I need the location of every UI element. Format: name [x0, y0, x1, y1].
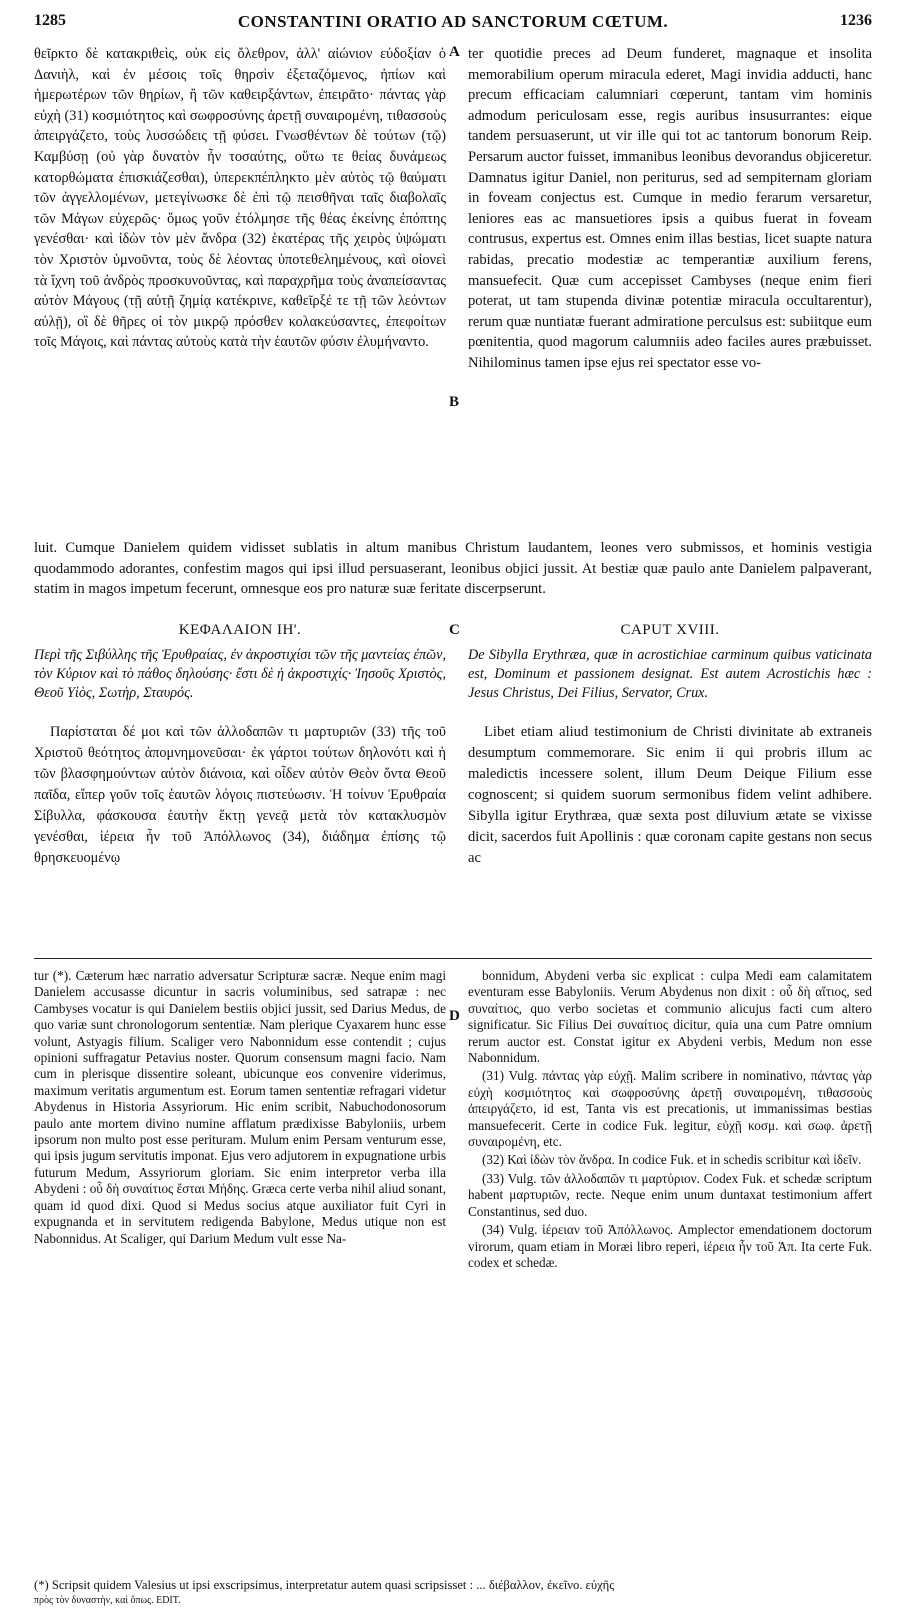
margin-marker-a: A	[449, 44, 460, 60]
note-33: (33) Vulg. τῶν ἀλλοδαπῶν τι μαρτύριον. Codex Fuk. et schedæ scriptum habent μαρτυριῶν, recte. Neque enim unum duntaxat testimonium affert Constantinus, sed duo.	[468, 1170, 872, 1219]
page-footnote	[34, 1578, 872, 1608]
margin-marker-c: C	[449, 622, 460, 638]
latin-text-full-width: luit. Cumque Danielem quidem vidisset sublatis in altum manibus Christum laudantem, leones vero submissos, et hominis vestigia quodammodo adorantes, confestim magos qui ipsi illud persuaserant, leonibus objici jussit. At bestiæ quæ paulo ante Danielem palpaverant, statim in magos impetum fecerunt, omnesque eos pro naturæ suæ feritate discerpserunt.	[34, 540, 872, 598]
page-number-right: 1236	[840, 12, 872, 29]
running-title: CONSTANTINI ORATIO AD SANCTORUM CŒTUM.	[237, 12, 669, 31]
chapter-heading-greek: ΚΕΦΑΛΑΙΟΝ ΙΗ'.	[178, 622, 302, 638]
greek-text-top: θεῖρκτο δὲ κατακριθεὶς, οὐκ εἰς ὄλεθρον, ἀλλ' αἰώνιον εὐδοξίαν ὁ Δανιὴλ, καὶ ἐν μέσοις τοῖς θηρσὶν ἐξεταζόμενος, ἠπίων καὶ ἡμερωτέρων τῶν θηρίων, ἢ τῶν καθειρξάντων, ἐπειρᾶτο· πάντας γὰρ εὐχὴ (31) κοσμιότητος καὶ σωφροσύνης ἀρετῇ συναιρομένη, τιθασσοὺς ἀπειργάζετο, τοὺς λυσσώδεις τῇ φύσει. Γνωσθέντων δὲ τούτων (τῷ) Καμβύσῃ (οὐ γὰρ δυνατὸν ἦν τοσαύτης, οὕτω τε θείας δυνάμεως κατορθώματα ἐπισκιάζεσθαι), ὑπερεκπέπληκτο μὲν αὐτὸς τῷ θαύματι τῶν ἀγγελλομένων, μετεγίνωσκε δὲ ἐπὶ τῷ πεισθῆναι ταῖς διαβολαῖς τῶν Μάγων εὐχερῶς· ὅμως γοῦν ἐτόλμησε τῆς θέας ἐκείνης ἐπόπτης γενέσθαι· καὶ ἰδὼν τὸν μὲν ἄνδρα (32) ἑκατέρας τῆς χειρὸς ὑψώματι τὸν Χριστὸν ὑμνοῦντα, τοὺς δὲ λέοντας ὑποτεθελημένους, καὶ οἱονεὶ τὰ ἴχνη τοῦ ἀνδρὸς προσκυνοῦντας, καὶ παραχρῆμα τοὺς ἀναπείσαντας αὐτὸν Μάγους (τῇ αὐτῇ ζημίᾳ κατέκρινε, καθεῖρξέ τε τῇ τῶν λεόντων αὐλῇ), οἳ δὲ θῆρες οἱ τὸν μικρῷ πρόσθεν κολακεύσαντες, ἐπεφοίτων τοῖς Μάγοις, καὶ πάντας αὐτοὺς κατὰ τὴν ἑαυτῶν φύσιν ἐλυμήναντο.	[34, 46, 446, 351]
notes-divider	[34, 958, 872, 959]
page-number-left: 1285	[34, 12, 66, 29]
chapter-summary-latin: De Sibylla Erythræa, quæ in acrostichiae carminum quibus vaticinata est, Dominum et passionem designat. Est autem Acrostichis hæc : Jesus Christus, Dei Filius, Servator, Crux.	[468, 647, 872, 701]
chapter-body-greek: Παρίσταται δέ μοι καὶ τῶν ἀλλοδαπῶν τι μαρτυριῶν (33) τῆς τοῦ Χριστοῦ θεότητος ἀπομνημονεῦσαι· ἐκ γάρτοι τούτων δηλονότι καὶ ἡ τῶν βλασφημούντων αὐτὸν διάνοια, καὶ οἶδεν αὐτὸν Θεὸν ὄντα Θεοῦ παῖδα, εἴπερ γοῦν τοῖς ἑαυτῶν λόγοις πιστεύωσιν. Ἡ τοίνυν Ἐρυθραία Σίβυλλα, φάσκουσα ἑαυτὴν ἕκτῃ γενεᾷ μετὰ τὸν κατακλυσμὸν γενέσθαι, ἱέρεια ἦν τοῦ Ἀπόλλωνος (34), διάδημα ἐπίσης τῷ θρησκευομένῳ	[34, 724, 446, 866]
note-31: (31) Vulg. πάντας γὰρ εὐχῇ. Malim scribere in nominativo, πάντας γὰρ εὐχὴ κοσμιότητος καὶ σωφροσύνης ἀρετῇ συναιρομένη, τιθασσοὺς ἀπειργάζετο, id est, Tanta vis est precationis, ut immanissimas bestias mansuefecerit. Certe in codice Fuk. legitur, εὐχῇ κοσμ. καὶ σωφ. ἀρετῇ συναιρομένη, etc.	[468, 1068, 872, 1150]
footnote-line: (*) Scripsit quidem Valesius ut ipsi exscripsimus, interpretatur autem quasi scripsisset : ... διέβαλλον, ἐκεῖνο. εὐχῆς	[34, 1578, 615, 1592]
chapter-summary-greek: Περὶ τῆς Σιβύλλης τῆς Ἐρυθραίας, ἐν ἀκροστιχίσι τῶν τῆς μαντείας ἐπῶν, τὸν Κύριον καὶ τὸ πάθος δηλούσης· ἔστι δὲ ἡ ἀκροστιχίς· Ἰησοῦς Χριστὸς, Θεοῦ Υἱὸς, Σωτὴρ, Σταυρός.	[34, 647, 446, 701]
running-header	[34, 12, 872, 36]
margin-marker-d: D	[449, 1008, 460, 1024]
chapter-body-latin: Libet etiam aliud testimonium de Christi divinitate ab extraneis desumptum commemorare. Sic enim ii qui probris illum ac maledictis incessere solent, illum Deum Deique Filium esse cognoscent; si quidem suorum sermonibus fidem velint adhibere. Sibylla igitur Erythræa, quæ sexta post diluvium ætate se vixisse dicit, sacerdos fuit Apollinis : quæ coronam capite gestans non secus ac	[468, 724, 872, 866]
chapter-heading-latin: CAPUT XVIII.	[620, 622, 720, 638]
footnote-small-line: πρὸς τὸν δυναστὴν, καὶ ὅπως. EDIT.	[34, 1595, 181, 1606]
commentary-note-left: tur (*). Cæterum hæc narratio adversatur Scripturæ sacræ. Neque enim magi Danielem accusasse dicuntur in sacris voluminibus, sed satrapæ : nec Cambyses vocatur is qui Danielem bestiis objici jussit, sed Darius Medus, de quo variæ sunt chronologorum sententiæ. Nam plerique Cyaxarem hunc esse volunt, Astyagis filium. Scaliger vero Nabonnidum esse contendit ; cujus opinioni suffragatur Petavius noster. Quorum consensum magni facio. Nam cum in plerisque dissentire soleant, ubicunque eos convenire viderimus, maximum veritatis argumentum est. Eorum tamen sententiæ refragari videtur Abydenus in Historia Assyriorum. Hic enim scribit, Nabuchodonosorum paulo ante mortem divino numine afflatum prædixisse Babyloniis, urbem ipsorum non multo post esse perituram. Mulum enim Persam venturum esse, qui ipsis jugum servitutis imponat. Ejus vero adjutorem in expugnatione urbis futurum Medum, Assyriorum gloriam. Sic enim interpretor verba illa Abydeni : οὗ δὴ συναίτιος ἔσται Μήδης. Græca certe verba nihil aliud sonant, quam id quod dixi. Quod si Medus socius atque auxiliator fuit Cyri in expugnanda et in servitutem redigenda Babylone, Medus utique non est Nabonnidus. At Scaliger, qui Darium Medum vult esse Na-	[34, 968, 446, 1246]
note-continuation: bonnidum, Abydeni verba sic explicat : culpa Medi eam calamitatem eventuram esse Babyloniis. Verum Abydenus non dixit : οὗ δὴ αἴτιος, sed συναίτιος, quo verbo societas et communio alicujus facti cum altero significatur. Sic Filius Dei συναίτιος dicitur, quia una cum Patre omnium rerum auctor est. Constat igitur ex Abydeni verbis, Medum non esse Nabonnidum.	[468, 968, 872, 1066]
latin-text-top: ter quotidie preces ad Deum funderet, magnaque et insolita memorabilium operum miracula ederet, Magi invidia adducti, hanc precum efficaciam calumniari cœperunt, tantam vim hominis admodum periculosam esse, regis auribus insusurrantes: eique tandem persuaserunt, ut vir ille qui tot ac tantorum bonorum Reip. Persarum auctor fuisset, immanibus leonibus devorandus objiceretur. Damnatus igitur Daniel, non periturus, sed ad sempiternam gloriam in foveam conjectus est. Cumque in medio ferarum versaretur, leniores eas ac mansuetiores ipsis a quibus fuerat in foveam contrusus, expertus est. Omnes enim illas bestias, licet suapte natura rabidas, precatio modestiæ ac temperantiæ auxilium ferens, mansuefecit. Quæ cum accepisset Cambyses (neque enim fieri poterat, ut tam stupenda divinæ potentiæ miracula occultarentur), rerum quæ nuntiatæ fuerant admiratione perculsus est: subiitque eum pœnitentia, quod magorum calumniis adeo faciles aures præbuisset. Nihilominus tamen ipse ejus rei spectator esse vo-	[468, 46, 872, 371]
note-32: (32) Καὶ ἰδὼν τὸν ἄνδρα. In codice Fuk. et in schedis scribitur καὶ ἰδεῖν.	[482, 1152, 862, 1168]
commentary-notes-right	[468, 968, 872, 1273]
margin-marker-b: B	[449, 394, 460, 410]
note-34: (34) Vulg. ἱέρειαν τοῦ Ἀπόλλωνος. Amplector emendationem doctorum virorum, quam etiam in Moræi libro reperi, ἱέρεια ἦν τοῦ Ἀπ. Ita certe Fuk. codex et schedæ.	[468, 1222, 872, 1270]
